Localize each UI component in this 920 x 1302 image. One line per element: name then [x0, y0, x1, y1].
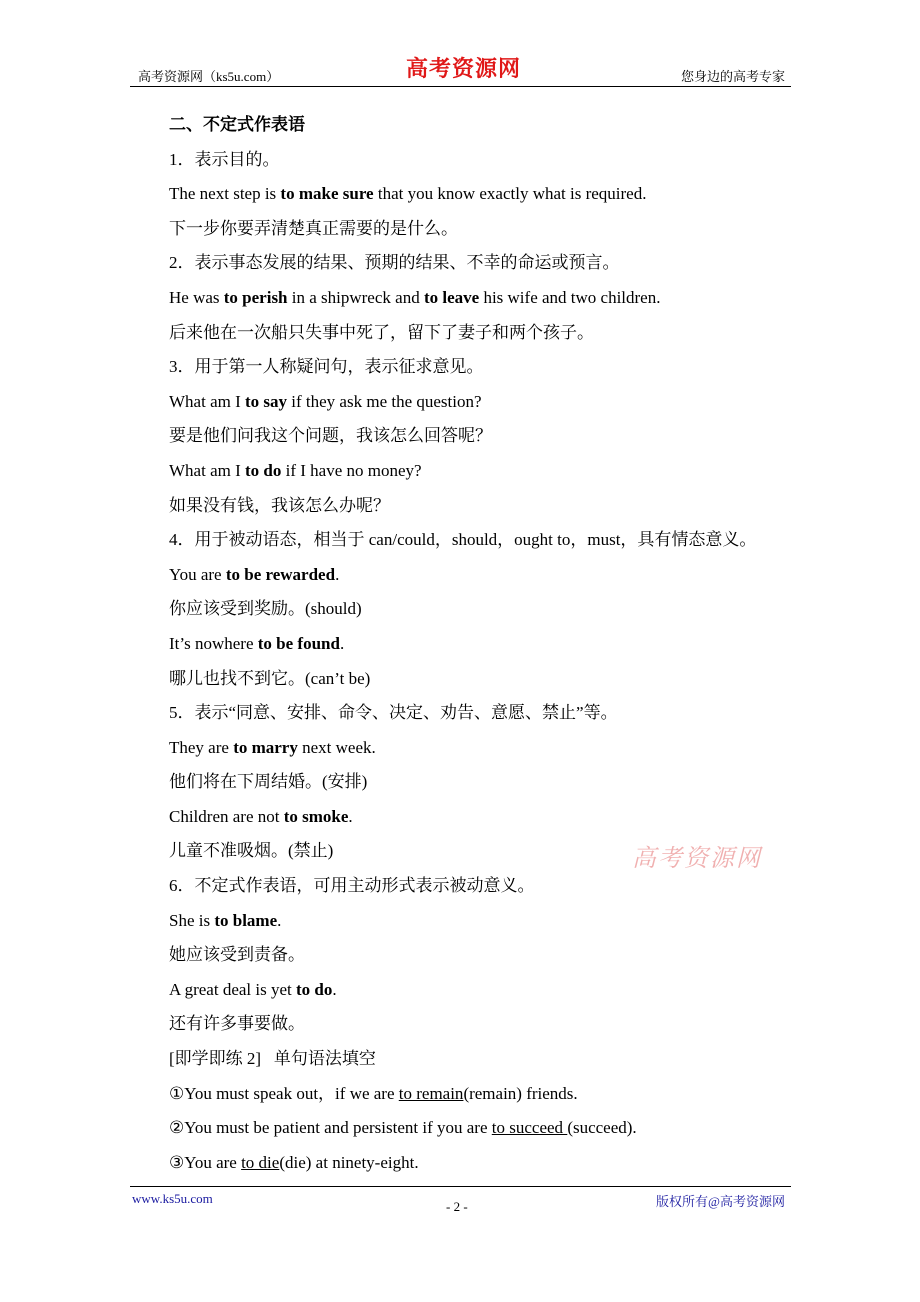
text: if they ask me the question?	[287, 391, 482, 411]
text: She is	[169, 910, 215, 930]
point-3: 3．用于第一人称疑问句，表示征求意见。	[169, 357, 484, 377]
text: next week.	[297, 737, 376, 757]
point-1: 1．表示目的。	[169, 149, 280, 169]
example-4b	[169, 627, 809, 662]
answer: to remain	[398, 1083, 464, 1103]
text: They are	[169, 737, 234, 757]
text: in a shipwreck and	[287, 287, 424, 307]
translation-3a: 要是他们问我这个问题，我该怎么回答呢？	[169, 426, 492, 446]
highlight: to marry	[233, 737, 298, 757]
header-logo: 高考资源网	[406, 56, 522, 81]
highlight: to be found	[257, 633, 340, 653]
footer-copyright: 版权所有@高考资源网	[656, 1194, 785, 1209]
example-3b	[169, 454, 809, 489]
highlight: to smoke	[283, 806, 349, 826]
translation-1: 下一步你要弄清楚真正需要的是什么。	[169, 218, 458, 238]
page-header	[130, 58, 791, 87]
text: .	[332, 979, 337, 999]
answer: to succeed	[491, 1118, 568, 1138]
translation-4b: 哪儿也找不到它。(can’t be)	[169, 668, 371, 688]
text: his wife and two children.	[479, 287, 661, 307]
text: that you know exactly what is required.	[373, 184, 647, 204]
translation-6b: 还有许多事要做。	[169, 1014, 305, 1034]
example-6a	[169, 904, 809, 939]
text: (remain) friends.	[463, 1083, 578, 1103]
page-footer	[130, 1186, 791, 1214]
text: .	[348, 806, 353, 826]
practice-question-1	[169, 1077, 809, 1112]
text: The next step is	[169, 184, 281, 204]
highlight: to do	[245, 460, 282, 480]
document-body	[169, 108, 809, 1180]
text: ②You must be patient and persistent if you are	[169, 1118, 492, 1138]
practice-title: 单句语法填空	[273, 1049, 376, 1069]
highlight: to leave	[423, 287, 480, 307]
example-3a	[169, 385, 809, 420]
text: A great deal is yet	[169, 979, 296, 999]
translation-3b: 如果没有钱，我该怎么办呢？	[169, 495, 390, 515]
text: Children are not	[169, 806, 284, 826]
watermark: 高考资源网	[632, 846, 762, 872]
page-number: - 2 -	[446, 1199, 468, 1214]
point-6: 6．不定式作表语，可用主动形式表示被动意义。	[169, 876, 535, 896]
example-4a	[169, 558, 809, 593]
footer-url[interactable]: www.ks5u.com	[132, 1191, 213, 1206]
highlight: to blame	[214, 910, 278, 930]
text: .	[339, 633, 345, 653]
highlight: to be rewarded	[225, 564, 336, 584]
translation-4a: 你应该受到奖励。(should)	[169, 599, 362, 619]
point-4: 4．用于被动语态，相当于 can/could，should，ought to，must，具有情态意义。	[169, 530, 757, 550]
text: ③You are	[169, 1152, 242, 1172]
text: It’s nowhere	[169, 633, 258, 653]
point-2: 2．表示事态发展的结果、预期的结果、不幸的命运或预言。	[169, 253, 620, 273]
translation-6a: 她应该受到责备。	[169, 945, 305, 965]
text: You are	[169, 564, 226, 584]
text: What am I	[169, 391, 245, 411]
translation-2: 后来他在一次船只失事中死了，留下了妻子和两个孩子。	[169, 322, 594, 342]
translation-5b: 儿童不准吸烟。(禁止)	[169, 841, 334, 861]
highlight: to make sure	[280, 184, 374, 204]
example-5b	[169, 800, 809, 835]
practice-question-2	[169, 1111, 809, 1146]
text: (succeed).	[567, 1118, 637, 1138]
highlight: to say	[245, 391, 288, 411]
text: .	[335, 564, 340, 584]
highlight: to do	[296, 979, 333, 999]
example-1	[169, 177, 809, 212]
text: .	[277, 910, 282, 930]
translation-5a: 他们将在下周结婚。(安排)	[169, 772, 368, 792]
section-title: 二、不定式作表语	[169, 115, 305, 134]
practice-question-3	[169, 1146, 809, 1181]
highlight: to perish	[223, 287, 288, 307]
text: if I have no money?	[281, 460, 422, 480]
answer: to die	[241, 1152, 280, 1172]
example-5a	[169, 731, 809, 766]
text: What am I	[169, 460, 245, 480]
text: (die) at ninety-eight.	[279, 1152, 419, 1172]
text: He was	[169, 287, 224, 307]
practice-heading	[169, 1042, 809, 1077]
text: ①You must speak out，if we are	[169, 1083, 399, 1103]
header-slogan: 您身边的高考专家	[680, 69, 785, 84]
point-5: 5．表示“同意、安排、命令、决定、劝告、意愿、禁止”等。	[169, 703, 618, 723]
example-2	[169, 281, 809, 316]
header-site: 高考资源网（ks5u.com）	[138, 69, 280, 84]
practice-label: [即学即练 2]	[169, 1049, 262, 1069]
example-6b	[169, 973, 809, 1008]
